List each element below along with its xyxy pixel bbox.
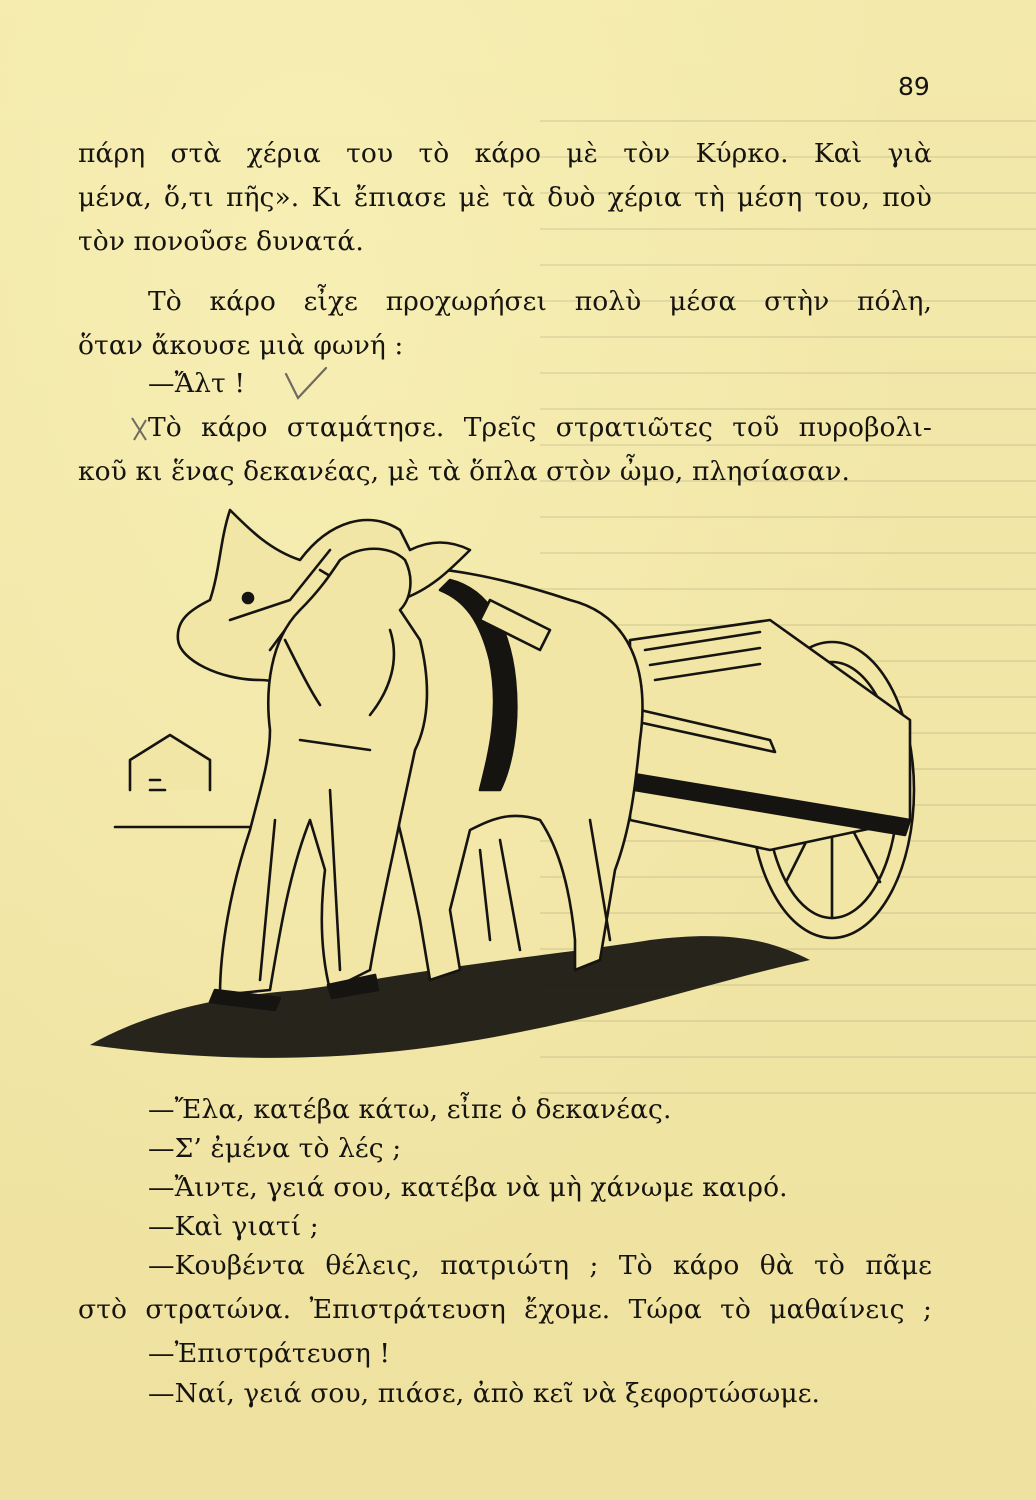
dialog-line-2: —Σ’ ἐμένα τὸ λές ; [148,1133,402,1164]
dialog-line-3: —Ἄιντε, γειά σου, κατέβα νὰ μὴ χάνωμε καιρό. [148,1172,788,1203]
text-line-14: στὸ στρατώνα. Ἐπιστράτευση ἔχομε. Τώρα τὸ μαθαίνεις ; [78,1294,932,1325]
pencil-margin-mark-icon [128,414,150,444]
text-line-5: ὅταν ἄκουσε μιὰ φωνή : [78,330,404,361]
text-line-4: Τὸ κάρο εἶχε προχωρήσει πολὺ μέσα στὴν πόλη, [148,286,932,317]
text-line-8: κοῦ κι ἕνας δεκανέας, μὲ τὰ ὅπλα στὸν ὦμο, πλησίασαν. [78,456,850,487]
text-line-3: τὸν πονοῦσε δυνατά. [78,226,364,257]
page-number: 89 [898,72,930,101]
text-line-2: μένα, ὅ,τι πῆς». Κι ἔπιασε μὲ τὰ δυὸ χέρια τὴ μέση του, ποὺ [78,182,932,213]
dialog-line-7: —Ναί, γειά σου, πιάσε, ἀπὸ κεῖ νὰ ξεφορτώσωμε. [148,1378,821,1409]
dialog-line-halt: —Ἄλτ ! [148,368,246,399]
dialog-line-4: —Καὶ γιατί ; [148,1211,319,1242]
pencil-check-mark-icon [282,364,332,404]
horse-cart-illustration-icon [70,490,930,1080]
dialog-line-6: —Ἐπιστράτευση ! [148,1338,391,1369]
text-line-1: πάρη στὰ χέρια του τὸ κάρο μὲ τὸν Κύρκο. Καὶ γιὰ [78,138,932,169]
text-line-7: Τὸ κάρο σταμάτησε. Τρεῖς στρατιῶτες τοῦ πυροβολι- [148,412,932,443]
dialog-line-5: —Κουβέντα θέλεις, πατριώτη ; Τὸ κάρο θὰ τὸ πᾶμε [148,1250,932,1281]
dialog-line-1: —Ἔλα, κατέβα κάτω, εἶπε ὁ δεκανέας. [148,1094,672,1125]
